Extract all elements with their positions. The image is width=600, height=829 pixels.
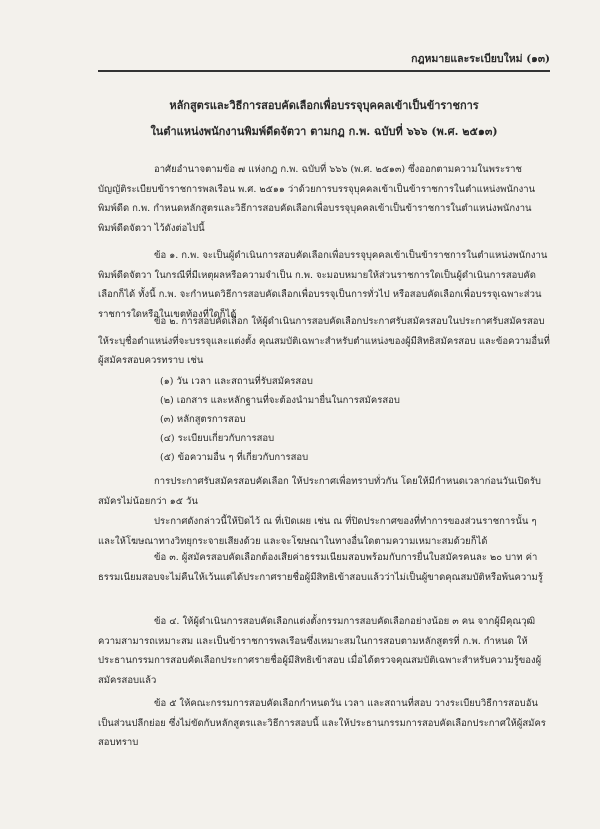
- clause-3-text: ข้อ ๓. ผู้สมัครสอบคัดเลือกต้องเสียค่าธรรมเนียมสอบพร้อมกับการยื่นใบสมัครคนละ ๒๐ บาท ค่าธรรมเนียมสอบจะไม่คืนให้เว้นแต่ได้ประกาศรายชื่อผู้มีสิทธิเข้าสอบแล้วว่าไม่เป็นผู้ขาดคุณสมบัติหรือพ้นความรู้: [98, 552, 543, 583]
- clause-2: [98, 312, 550, 371]
- clause-5-text: ข้อ ๕ ให้คณะกรรมการสอบคัดเลือกกำหนดวัน เวลา และสถานที่สอบ วางระเบียบวิธีการสอบอันเป็นส่วนปลีกย่อย ซึ่งไม่ขัดกับหลักสูตรและวิธีการสอบนี้ และให้ประธานกรรมการสอบคัดเลือกประกาศให้ผู้สมัครสอบทราบ: [98, 698, 546, 748]
- clause-4: [98, 612, 550, 690]
- document-title-line-1: หลักสูตรและวิธีการสอบคัดเลือกเพื่อบรรจุบุคคลเข้าเป็นข้าราชการ: [169, 99, 479, 112]
- notice-text: ประกาศดังกล่าวนี้ให้ปิดไว้ ณ ที่เปิดเผย เช่น ณ ที่ปิดประกาศของที่ทำการของส่วนราชการนั้น ๆ และให้โฆษณาทางวิทยุกระจายเสียงด้วย และจะโฆษณาในทางอื่นใดตามความเหมาะสมด้วยก็ได้: [98, 516, 537, 547]
- clause-3: [98, 548, 550, 587]
- announcement-paragraph: [98, 472, 550, 511]
- list-item: (๕) ข้อความอื่น ๆ ที่เกี่ยวกับการสอบ: [160, 452, 309, 463]
- list-item: (๓) หลักสูตรการสอบ: [160, 414, 246, 425]
- requirements-list: [160, 372, 540, 467]
- intro-paragraph: [98, 160, 550, 238]
- notice-paragraph: [98, 512, 550, 551]
- announcement-text: การประกาศรับสมัครสอบคัดเลือก ให้ประกาศเพื่อทราบทั่วกัน โดยให้มีกำหนดเวลาก่อนวันเปิดรับสมัครไม่น้อยกว่า ๑๕ วัน: [98, 476, 541, 507]
- list-item: (๒) เอกสาร และหลักฐานที่จะต้องนำมายื่นในการสมัครสอบ: [160, 395, 400, 406]
- list-item: (๔) ระเบียบเกี่ยวกับการสอบ: [160, 433, 275, 444]
- intro-text: อาศัยอำนาจตามข้อ ๗ แห่งกฎ ก.พ. ฉบับที่ ๖๖๖ (พ.ศ. ๒๕๑๓) ซึ่งออกตามความในพระราชบัญญัติระเบียบข้าราชการพลเรือน พ.ศ. ๒๕๑๑ ว่าด้วยการบรรจุบุคคลเข้าเป็นข้าราชการในตำแหน่งพนักงานพิมพ์ดีด ก.พ. กำหนดหลักสูตรและวิธีการสอบคัดเลือกเพื่อบรรจุบุคคลเข้าเป็นข้าราชการในตำแหน่งพนักงานพิมพ์ดีดจัตวา ไว้ดังต่อไปนี้: [98, 164, 536, 234]
- clause-2-text: ข้อ ๒. การสอบคัดเลือก ให้ผู้ดำเนินการสอบคัดเลือกประกาศรับสมัครสอบในประกาศรับสมัครสอบให้ระบุชื่อตำแหน่งที่จะบรรจุและแต่งตั้ง คุณสมบัติเฉพาะสำหรับตำแหน่งของผู้มีสิทธิสมัครสอบ และข้อความอื่นที่ผู้สมัครสอบควรทราบ เช่น: [98, 316, 550, 366]
- clause-4-text: ข้อ ๔. ให้ผู้ดำเนินการสอบคัดเลือกแต่งตั้งกรรมการสอบคัดเลือกอย่างน้อย ๓ คน จากผู้มีคุณวุฒิความสามารถเหมาะสม และเป็นข้าราชการพลเรือนซึ่งเหมาะสมในการสอบตามหลักสูตรที่ ก.พ. กำหนด ให้ประธานกรรมการสอบคัดเลือกประกาศรายชื่อผู้มีสิทธิเข้าสอบ เมื่อได้ตรวจคุณสมบัติเฉพาะสำหรับความรู้ของผู้สมัครสอบแล้ว: [98, 616, 542, 686]
- clause-5: [98, 694, 550, 753]
- document-title-line-2: ในตำแหน่งพนักงานพิมพ์ดีดจัตวา ตามกฎ ก.พ. ฉบับที่ ๖๖๖ (พ.ศ. ๒๕๑๓): [150, 125, 498, 138]
- clause-1-text: ข้อ ๑. ก.พ. จะเป็นผู้ดำเนินการสอบคัดเลือกเพื่อบรรจุบุคคลเข้าเป็นข้าราชการในตำแหน่งพนักงานพิมพ์ดีดจัตวา ในกรณีที่มีเหตุผลหรือความจำเป็น ก.พ. จะมอบหมายให้ส่วนราชการใดเป็นผู้ดำเนินการสอบคัดเลือกก็ได้ ทั้งนี้ ก.พ. จะกำหนดวิธีการสอบคัดเลือกเพื่อบรรจุเป็นการทั่วไป หรือสอบคัดเลือกเพื่อบรรจุเฉพาะส่วนราชการใดหรือในเขตท้องที่ใดก็ได้: [98, 250, 548, 320]
- running-header: กฎหมายและระเบียบใหม่ (๑๓): [98, 50, 550, 72]
- list-item: (๑) วัน เวลา และสถานที่รับสมัครสอบ: [160, 376, 313, 387]
